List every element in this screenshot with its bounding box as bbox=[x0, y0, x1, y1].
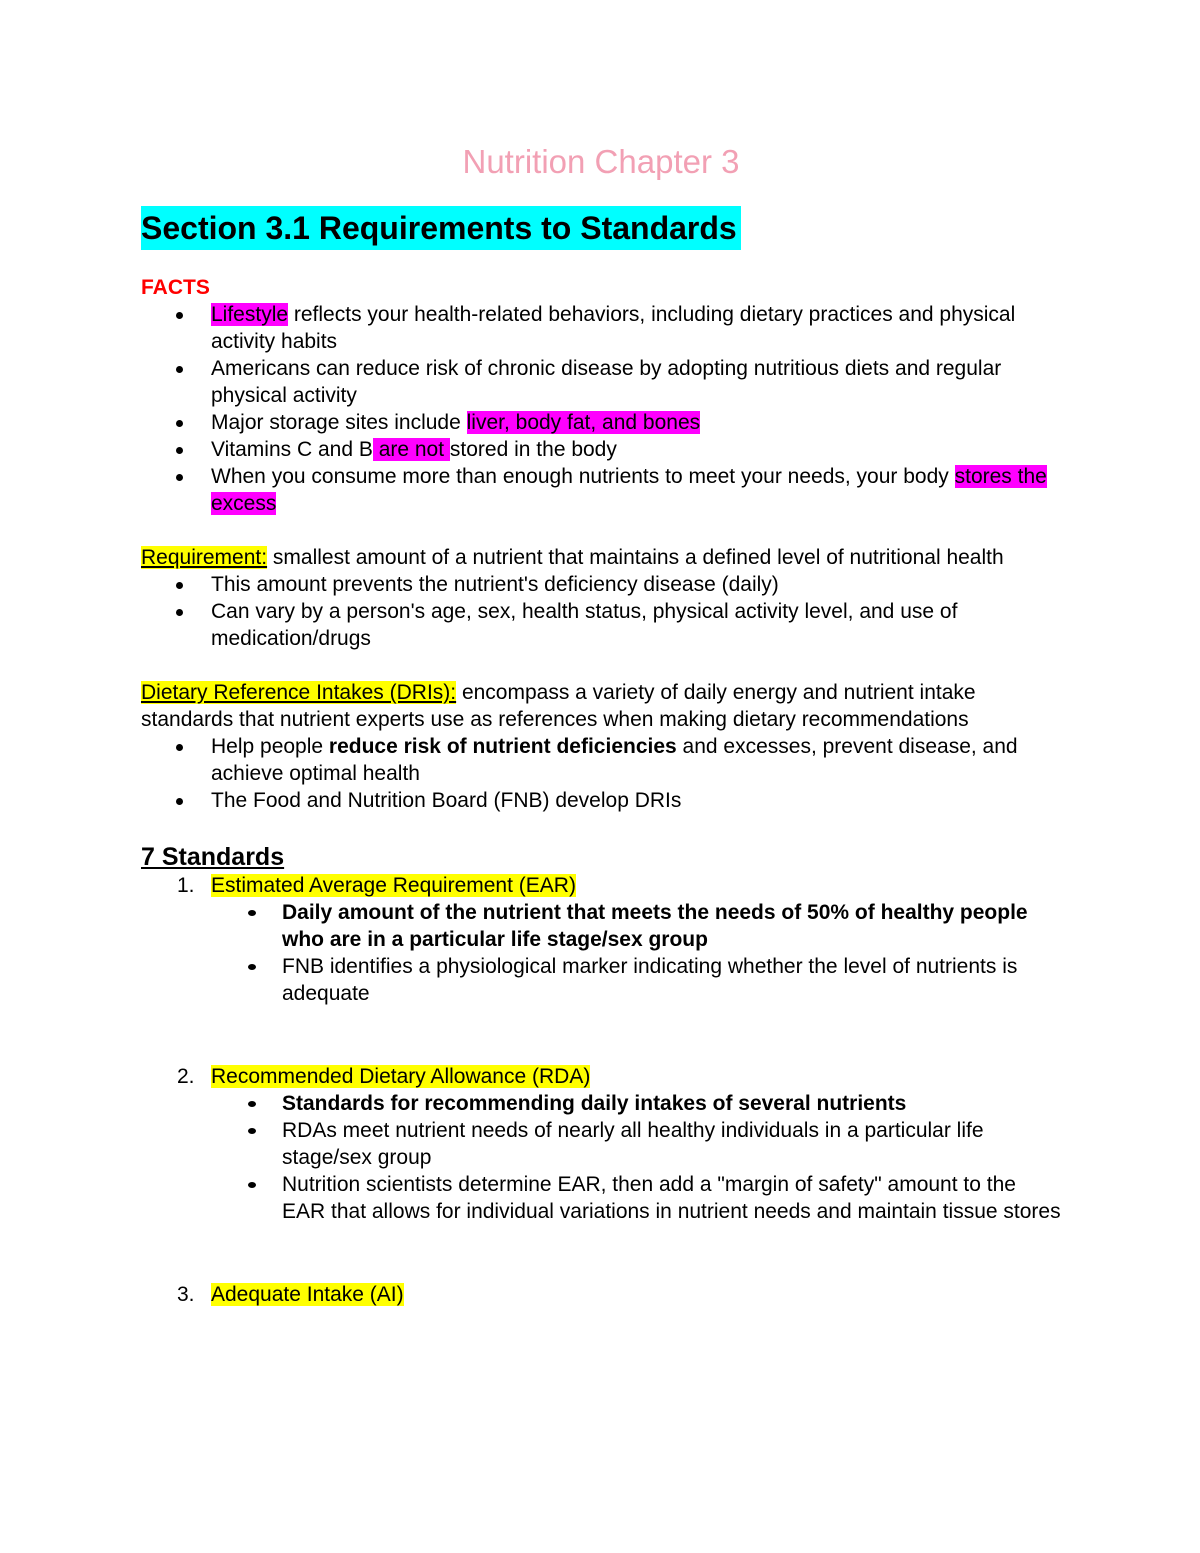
list-item-text: Vitamins C and B bbox=[211, 438, 373, 461]
facts-list bbox=[141, 301, 1061, 517]
list-item-text: Americans can reduce risk of chronic disease by adopting nutritious diets and regular physical activity bbox=[211, 357, 1002, 407]
definition-text: smallest amount of a nutrient that maintains a defined level of nutritional health bbox=[267, 546, 1004, 569]
list-item bbox=[141, 733, 1061, 787]
dri-definition bbox=[141, 679, 1061, 733]
list-item: FNB identifies a physiological marker indicating whether the level of nutrients is adequate bbox=[141, 953, 1061, 1007]
list-item bbox=[141, 436, 1061, 463]
standard-number: 3. bbox=[177, 1283, 195, 1306]
document-title: Nutrition Chapter 3 bbox=[462, 143, 740, 180]
section-heading: Section 3.1 Requirements to Standards bbox=[141, 206, 741, 250]
document-page bbox=[141, 140, 1061, 1308]
standards-heading: 7 Standards bbox=[141, 843, 285, 871]
list-item-text: stored in the body bbox=[449, 438, 617, 461]
list-item bbox=[141, 463, 1061, 517]
list-item: Can vary by a person's age, sex, health status, physical activity level, and use of medication/drugs bbox=[141, 598, 1061, 652]
list-item: RDAs meet nutrient needs of nearly all healthy individuals in a particular life stage/sex group bbox=[141, 1117, 1061, 1171]
list-item-text: The Food and Nutrition Board (FNB) develop DRIs bbox=[211, 789, 682, 812]
spacer bbox=[141, 1007, 1061, 1063]
definition-text: encompass a variety of daily energy and nutrient intake standards that nutrient experts use as references when making dietary recommendations bbox=[141, 681, 976, 731]
list-item: Standards for recommending daily intakes of several nutrients bbox=[141, 1090, 1061, 1117]
list-item-text: and excesses, prevent disease, and achieve optimal health bbox=[211, 735, 1018, 785]
standard-points bbox=[141, 899, 1061, 1007]
standard-name: Estimated Average Requirement (EAR) bbox=[211, 874, 576, 897]
list-item-text: reflects your health-related behaviors, including dietary practices and physical activity habits bbox=[211, 303, 1016, 353]
requirement-list bbox=[141, 571, 1061, 652]
standard-name: Adequate Intake (AI) bbox=[211, 1283, 404, 1306]
list-item bbox=[141, 787, 1061, 814]
standard-item bbox=[141, 1281, 1061, 1308]
list-item: This amount prevents the nutrient's deficiency disease (daily) bbox=[141, 571, 1061, 598]
list-item bbox=[141, 355, 1061, 409]
list-item-text: Major storage sites include bbox=[211, 411, 467, 434]
standard-item bbox=[141, 1063, 1061, 1090]
requirement-term: Requirement: bbox=[141, 546, 268, 569]
dri-term: Dietary Reference Intakes (DRIs): bbox=[141, 681, 457, 704]
dri-list bbox=[141, 733, 1061, 814]
list-item bbox=[141, 301, 1061, 355]
facts-label: FACTS bbox=[141, 276, 210, 299]
list-item bbox=[141, 409, 1061, 436]
requirement-definition bbox=[141, 544, 1061, 571]
list-item-text: Help people bbox=[211, 735, 329, 758]
bold-text: reduce risk of nutrient deficiencies bbox=[328, 735, 677, 758]
standard-points bbox=[141, 1090, 1061, 1225]
standard-number: 2. bbox=[177, 1065, 195, 1088]
standard-name: Recommended Dietary Allowance (RDA) bbox=[211, 1065, 591, 1088]
highlighted-term: Lifestyle bbox=[211, 303, 289, 326]
spacer bbox=[141, 1225, 1061, 1281]
list-item: Daily amount of the nutrient that meets the needs of 50% of healthy people who are in a particular life stage/sex group bbox=[141, 899, 1061, 953]
highlighted-text: are not bbox=[372, 438, 450, 461]
list-item-text: When you consume more than enough nutrients to meet your needs, your body bbox=[211, 465, 955, 488]
standard-number: 1. bbox=[177, 874, 195, 897]
list-item: Nutrition scientists determine EAR, then add a "margin of safety" amount to the EAR that allows for individual variations in nutrient needs and maintain tissue stores bbox=[141, 1171, 1061, 1225]
standard-item bbox=[141, 872, 1061, 899]
highlighted-text: liver, body fat, and bones bbox=[466, 411, 701, 434]
highlighted-text: stores the excess bbox=[211, 465, 1047, 515]
